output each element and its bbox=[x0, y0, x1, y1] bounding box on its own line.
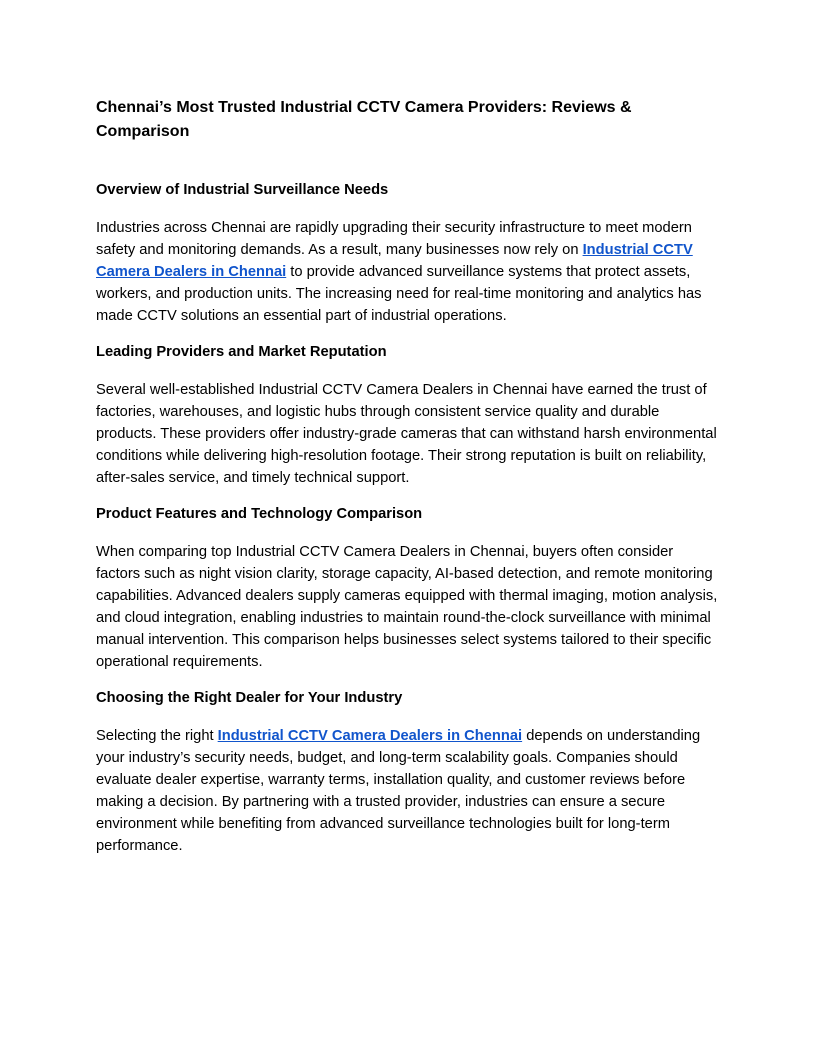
paragraph-text: Industries across Chennai are rapidly upgrading their security infrastructure to meet modern safety and monitoring demands. As a result, many businesses now rely on bbox=[96, 220, 692, 258]
industrial-cctv-dealers-link[interactable]: Industrial CCTV Camera Dealers in Chennai bbox=[96, 242, 693, 280]
section-market-reputation bbox=[96, 341, 720, 489]
paragraph-text: depends on understanding your industry’s security needs, budget, and long-term scalability goals. Companies should evaluate dealer expertise, warranty terms, installation quality, and customer reviews before making a decision. By partnering with a trusted provider, industries can ensure a secure environment while benefiting from advanced surveillance technologies built for long-term performance. bbox=[96, 728, 701, 854]
paragraph-text: to provide advanced surveillance systems that protect assets, workers, and production units. The increasing need for real-time monitoring and analytics has made CCTV solutions an essential part of industrial operations. bbox=[96, 264, 702, 324]
section-heading-overview: Overview of Industrial Surveillance Needs bbox=[96, 182, 389, 198]
section-heading-choosing-dealer: Choosing the Right Dealer for Your Industry bbox=[96, 690, 403, 706]
section-overview bbox=[96, 179, 720, 327]
paragraph-choosing-dealer bbox=[96, 725, 720, 857]
paragraph-features-comparison: When comparing top Industrial CCTV Camera Dealers in Chennai, buyers often consider factors such as night vision clarity, storage capacity, AI-based detection, and remote monitoring capabilities. Advanced dealers supply cameras equipped with thermal imaging, motion analysis, and cloud integration, enabling industries to maintain round-the-clock surveillance with minimal manual intervention. This comparison helps businesses select systems tailored to their specific operational requirements. bbox=[96, 544, 718, 670]
section-heading-features-comparison: Product Features and Technology Comparison bbox=[96, 506, 423, 522]
industrial-cctv-dealers-link[interactable]: Industrial CCTV Camera Dealers in Chennai bbox=[217, 728, 523, 744]
paragraph-overview bbox=[96, 217, 720, 327]
paragraph-text: Selecting the right bbox=[96, 728, 218, 744]
paragraph-market-reputation: Several well-established Industrial CCTV Camera Dealers in Chennai have earned the trust of factories, warehouses, and logistic hubs through consistent service quality and durable products. These providers offer industry-grade cameras that can withstand harsh environmental conditions while delivering high-resolution footage. Their strong reputation is built on reliability, after-sales service, and timely technical support. bbox=[96, 382, 717, 486]
doc-title: Chennai’s Most Trusted Industrial CCTV Camera Providers: Reviews & Comparison bbox=[96, 99, 632, 140]
section-choosing-dealer bbox=[96, 687, 720, 857]
section-heading-market-reputation: Leading Providers and Market Reputation bbox=[96, 344, 387, 360]
section-features-comparison bbox=[96, 503, 720, 673]
